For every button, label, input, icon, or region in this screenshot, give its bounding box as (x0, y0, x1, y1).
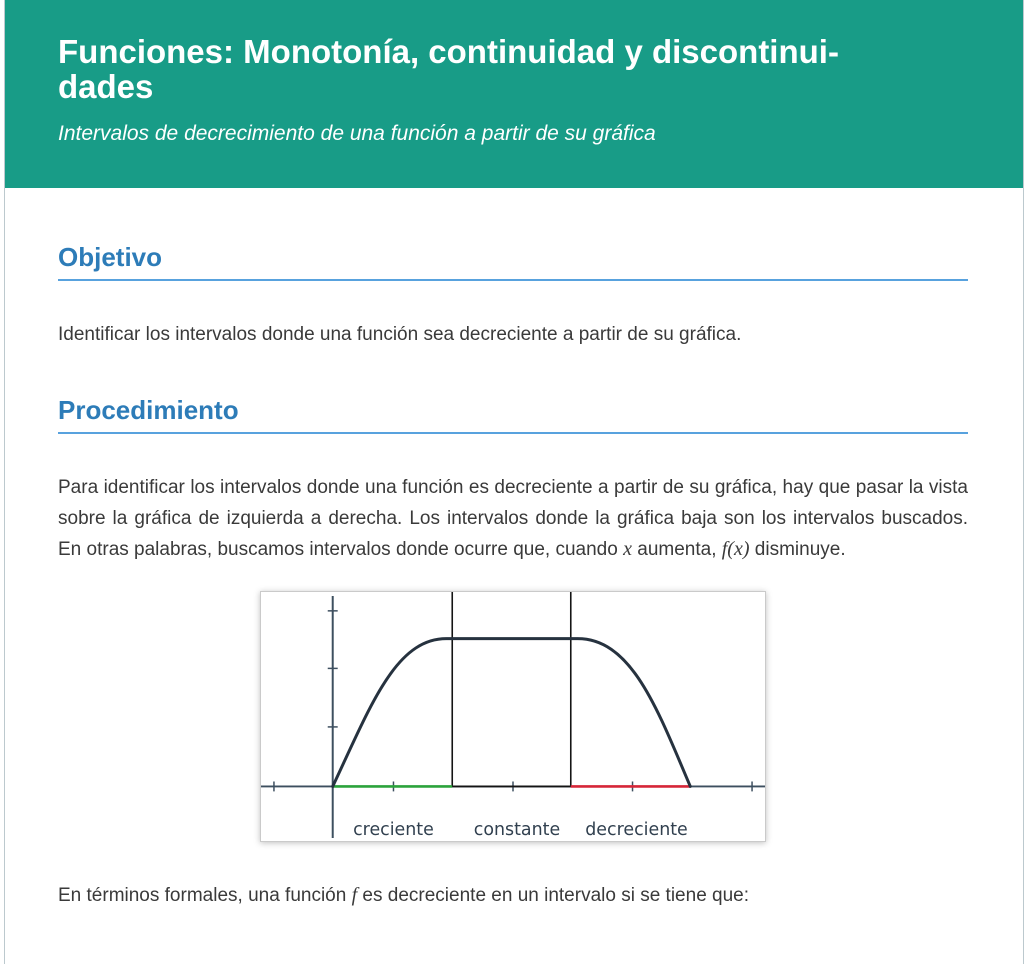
procedimiento-text-3: disminuye. (749, 539, 846, 560)
formal-paragraph (58, 880, 968, 911)
math-symbol-x: x (623, 538, 632, 560)
procedimiento-paragraph (58, 472, 968, 565)
label-decreciente: decreciente (585, 820, 688, 841)
section-heading-objetivo: Objetivo (58, 243, 968, 281)
document-header (5, 0, 1023, 188)
page-title (58, 34, 968, 104)
monotonicity-figure (260, 591, 766, 842)
objetivo-paragraph: Identificar los intervalos donde una función sea decreciente a partir de su gráfica. (58, 324, 742, 345)
formal-text-1: En términos formales, una función (58, 885, 352, 906)
monotonicity-graph-svg (261, 592, 765, 841)
math-symbol-fx: f(x) (721, 538, 750, 560)
formal-text-2: es decreciente en un intervalo si se tiene que: (357, 885, 750, 906)
math-symbol-f: f (351, 884, 358, 906)
page-subtitle: Intervalos de decrecimiento de una función a partir de su gráfica (58, 122, 656, 145)
section-heading-procedimiento: Procedimiento (58, 396, 968, 434)
function-curve (333, 639, 691, 787)
label-creciente: creciente (353, 820, 434, 841)
label-constante: constante (473, 820, 561, 841)
procedimiento-text-2: aumenta, (631, 539, 722, 560)
page-title-line1: Funciones: Monotonía, continuidad y discontinui- (58, 33, 839, 70)
page-title-line2: dades (58, 68, 154, 105)
document-page (4, 0, 1024, 964)
document-body (5, 243, 1023, 931)
procedimiento-text-1: Para identificar los intervalos donde una función es decreciente a partir de su gráfica, hay que pasar la vista sobre la gráfica de izquierda a derecha. Los intervalos donde la gráfica baja son los intervalos buscados. En otras palabras, buscamos intervalos donde ocurre que, cuando (58, 477, 968, 560)
